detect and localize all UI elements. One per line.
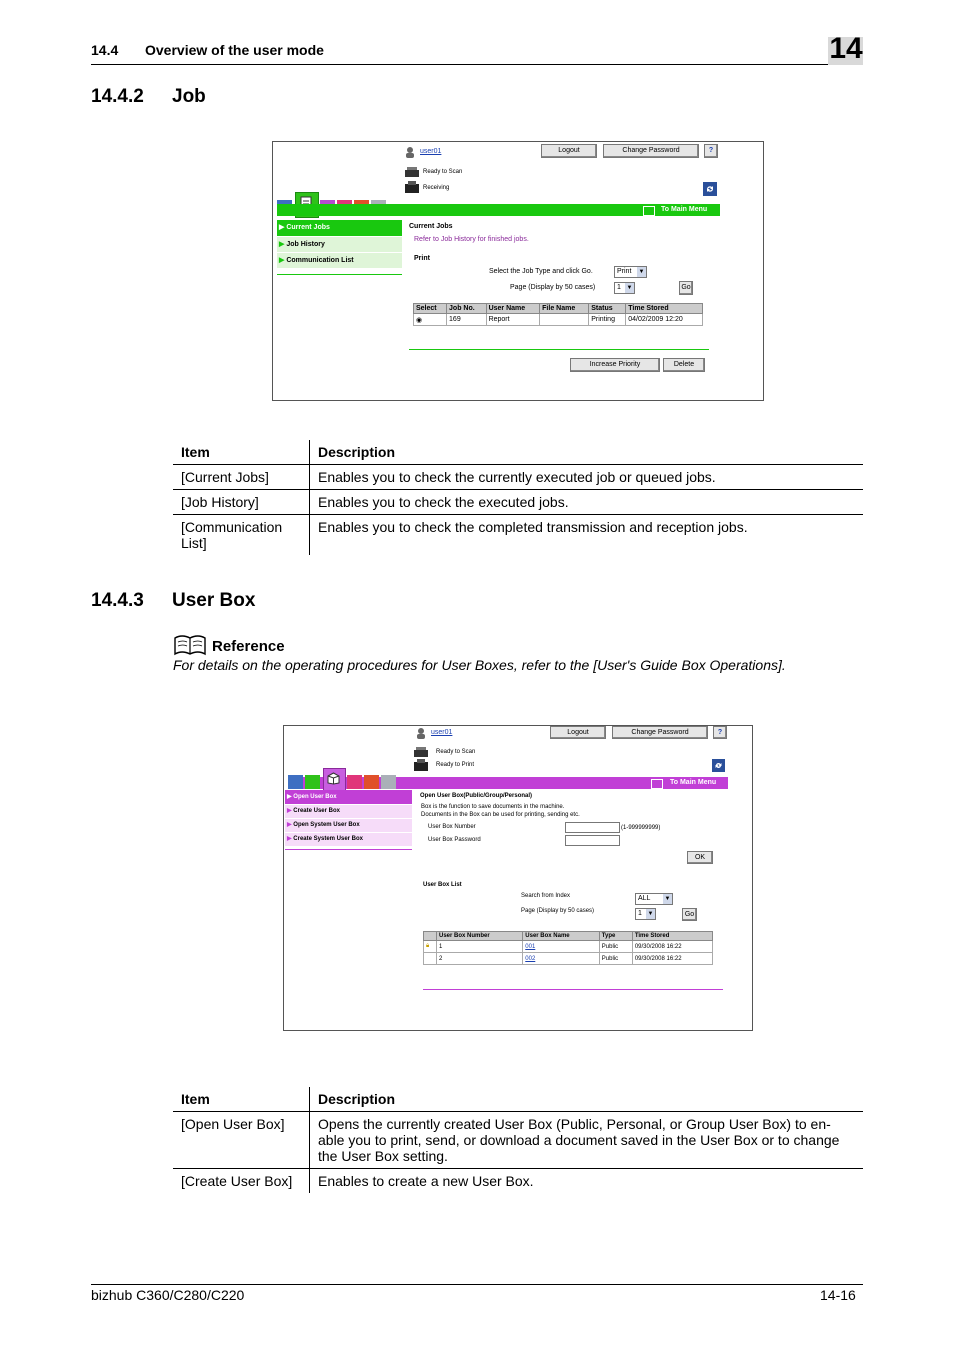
user-box-password-label: User Box Password <box>428 837 481 843</box>
header-title: Overview of the user mode <box>145 42 324 58</box>
scanner-icon <box>404 166 420 178</box>
col-user-box-name: User Box Name <box>523 932 599 941</box>
to-main-menu-link[interactable]: To Main Menu <box>670 779 717 786</box>
change-password-button[interactable]: Change Password <box>612 726 708 739</box>
table-row: 2 002 Public 09/30/2008 16:22 <box>424 953 713 965</box>
userbox-description-table <box>173 1087 863 1193</box>
footer-page-number: 14-16 <box>820 1287 856 1303</box>
col-status: Status <box>589 304 626 314</box>
description-line-2: Documents in the Box can be used for printing, sending etc. <box>421 812 580 818</box>
ok-button[interactable]: OK <box>687 851 713 864</box>
user-box-name-link[interactable]: 002 <box>523 953 599 965</box>
table-row: 🔒︎ 1 001 Public 09/30/2008 16:22 <box>424 941 713 953</box>
user-box-list-heading: User Box List <box>423 882 462 888</box>
scanner-icon <box>413 746 429 758</box>
box-icon <box>327 772 340 785</box>
col-user-box-number: User Box Number <box>437 932 523 941</box>
status-scan: Ready to Scan <box>423 169 463 175</box>
main-menu-icon <box>643 206 655 216</box>
user-icon <box>415 727 427 739</box>
delete-button[interactable]: Delete <box>663 358 705 372</box>
menu-communication-list-label: ▶ Communication List <box>279 257 354 264</box>
user-name[interactable]: user01 <box>420 148 442 155</box>
menu-job-history-label: ▶ Job History <box>279 241 325 248</box>
search-index-select[interactable]: ALL ▼ <box>635 893 673 905</box>
col-time-stored: Time Stored <box>632 932 712 941</box>
content-divider <box>423 989 723 990</box>
user-box-number-label: User Box Number <box>428 824 476 830</box>
userbox-section-number: 14.4.3 <box>91 590 144 611</box>
open-user-box-heading: Open User Box(Public/Group/Personal) <box>420 793 533 799</box>
tab-icon-5[interactable] <box>364 775 379 789</box>
to-main-menu-link[interactable]: To Main Menu <box>661 206 708 213</box>
table-row: [Job History] Enables you to check the executed jobs. <box>173 490 863 515</box>
menu-create-system-user-box-label: ▶ Create System User Box <box>287 836 363 842</box>
menu-open-system-user-box-label: ▶ Open System User Box <box>287 822 360 828</box>
page-label: Page (Display by 50 cases) <box>510 284 596 291</box>
job-screenshot <box>272 141 764 401</box>
col-job-no: Job No. <box>447 304 487 314</box>
col-select: Select <box>414 304 447 314</box>
col-description: Description <box>310 440 864 465</box>
tab-icon-6[interactable] <box>381 775 396 789</box>
menu-divider <box>277 274 402 275</box>
reference-title: Reference <box>212 638 285 655</box>
header-rule <box>91 64 863 65</box>
user-icon <box>404 146 416 158</box>
select-radio[interactable]: ◉ <box>414 314 447 326</box>
col-user-name: User Name <box>486 304 540 314</box>
userbox-screenshot <box>283 725 753 1031</box>
col-item: Item <box>173 440 310 465</box>
user-box-list-table <box>423 931 713 965</box>
logout-button[interactable]: Logout <box>550 726 606 739</box>
footer-rule <box>91 1284 863 1285</box>
job-section-number: 14.4.2 <box>91 86 144 107</box>
page-label: Page (Display by 50 cases) <box>521 908 595 914</box>
user-name[interactable]: user01 <box>431 729 453 736</box>
refresh-icon[interactable] <box>712 759 725 772</box>
menu-open-user-box-label: ▶ Open User Box <box>287 794 337 800</box>
chapter-number: 14 <box>829 32 863 65</box>
col-type: Type <box>599 932 632 941</box>
main-menu-icon <box>651 779 663 789</box>
col-file-name: File Name <box>540 304 589 314</box>
table-row: [Create User Box] Enables to create a new User Box. <box>173 1169 863 1194</box>
table-row: [Open User Box] Opens the currently created User Box (Public, Personal, or Group User Box) to en-able you to print, send, or download a document saved in the User Box or to change the User Box setting. <box>173 1112 863 1169</box>
menu-divider <box>285 849 412 850</box>
jobs-table <box>413 303 703 326</box>
job-section-title: Job <box>172 86 206 107</box>
description-line-1: Box is the function to save documents in the machine. <box>421 804 565 810</box>
status-print: Ready to Print <box>436 762 475 768</box>
header-section-number: 14.4 <box>91 42 119 58</box>
menu-create-user-box-label: ▶ Create User Box <box>287 808 340 814</box>
user-box-number-hint: (1-999999999) <box>621 825 661 831</box>
table-row: [Communication List] Enables you to check the completed transmission and reception jobs. <box>173 515 863 556</box>
status-scan: Ready to Scan <box>436 749 476 755</box>
increase-priority-button[interactable]: Increase Priority <box>570 358 660 372</box>
status-receiving: Receiving <box>423 185 450 191</box>
job-description-table <box>173 440 863 555</box>
tab-icon-4[interactable] <box>347 775 362 789</box>
tab-icon-2[interactable] <box>305 775 320 789</box>
user-box-number-input[interactable] <box>565 822 620 833</box>
search-index-label: Search from Index <box>521 893 571 899</box>
go-button[interactable]: Go <box>682 908 697 921</box>
footer-model: bizhub C360/C280/C220 <box>91 1287 245 1303</box>
page-select[interactable]: 1 ▼ <box>635 908 656 920</box>
select-job-type-label: Select the Job Type and click Go. <box>489 268 593 275</box>
book-icon <box>173 634 207 656</box>
help-button[interactable]: ? <box>713 726 727 739</box>
go-button[interactable]: Go <box>679 281 693 295</box>
user-box-password-input[interactable] <box>565 835 620 846</box>
page-select[interactable]: 1 ▼ <box>614 282 635 294</box>
col-description: Description <box>310 1087 864 1112</box>
lock-icon: 🔒︎ <box>424 941 437 953</box>
print-label: Print <box>414 255 430 262</box>
logout-button[interactable]: Logout <box>541 144 597 158</box>
table-row: ◉ 169 Report Printing 04/02/2009 12:20 <box>414 314 703 326</box>
refresh-icon[interactable] <box>703 182 717 196</box>
tab-icon-1[interactable] <box>288 775 303 789</box>
reference-text: For details on the operating procedures for User Boxes, refer to the [User's Guide Box Operations]. <box>173 657 786 673</box>
help-button[interactable]: ? <box>704 144 718 158</box>
col-time-stored: Time Stored <box>626 304 703 314</box>
job-type-select[interactable]: Print ▼ <box>614 266 647 278</box>
user-box-name-link[interactable]: 001 <box>523 941 599 953</box>
col-item: Item <box>173 1087 310 1112</box>
menu-current-jobs-label: ▶ Current Jobs <box>279 224 330 231</box>
table-row: [Current Jobs] Enables you to check the currently executed job or queued jobs. <box>173 465 863 490</box>
receiving-icon <box>404 181 420 194</box>
job-history-link[interactable]: Refer to Job History for finished jobs. <box>414 236 529 243</box>
printer-icon <box>413 759 429 772</box>
current-jobs-heading: Current Jobs <box>409 223 453 230</box>
content-divider <box>409 349 709 350</box>
change-password-button[interactable]: Change Password <box>603 144 699 158</box>
userbox-section-title: User Box <box>172 590 256 611</box>
